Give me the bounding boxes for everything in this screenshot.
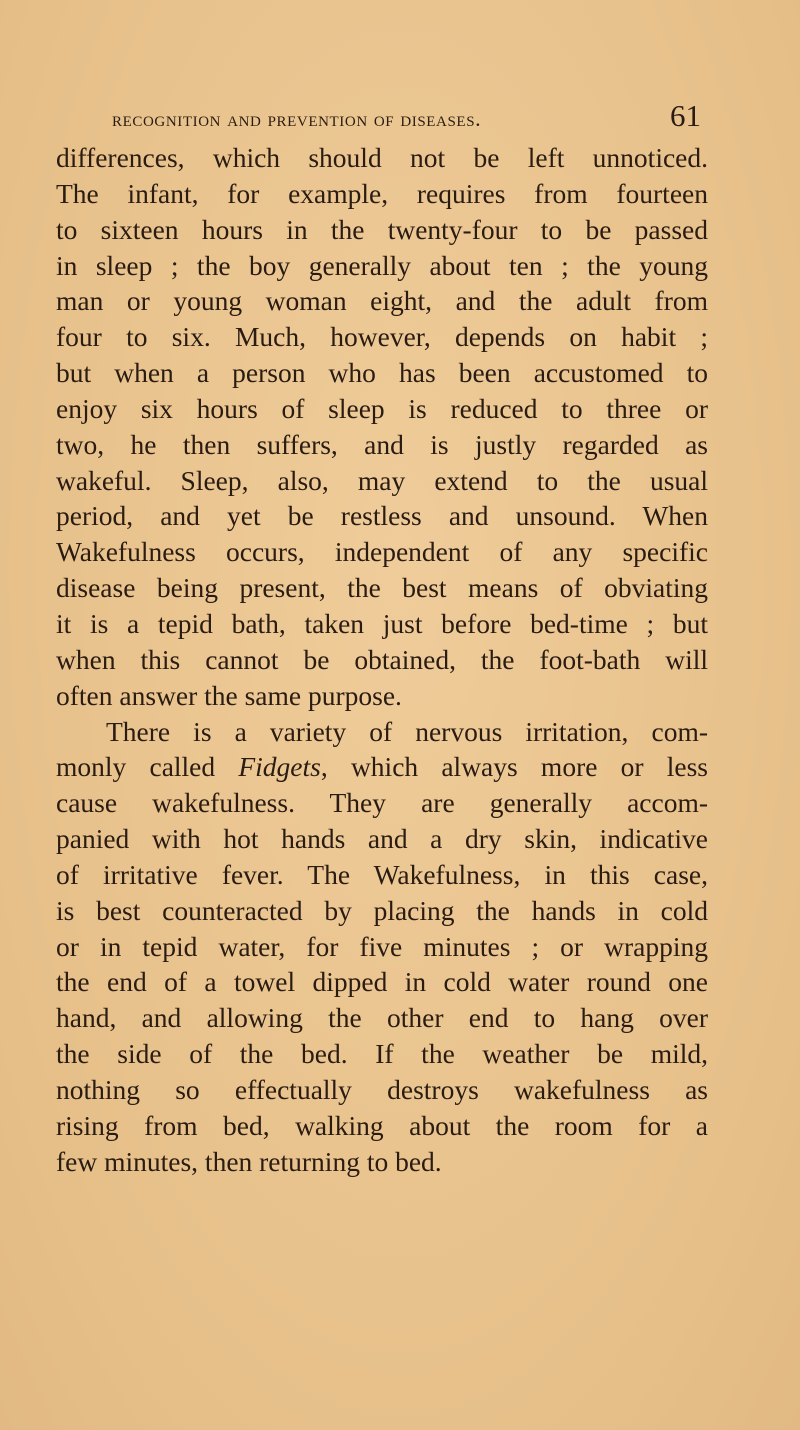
text-segment: monly called xyxy=(56,751,239,783)
text-line: the end of a towel dipped in cold water round one xyxy=(56,966,708,998)
text-line: nothing so effectually destroys wakefulness as xyxy=(56,1073,708,1105)
text-line: man or young woman eight, and the adult from xyxy=(56,285,708,317)
text-line: or in tepid water, for five minutes ; or wrapping xyxy=(56,930,708,962)
text-line: disease being present, the best means of obviating xyxy=(56,572,708,604)
text-line: The infant, for example, requires from fourteen xyxy=(56,177,708,209)
text-line: wakeful. Sleep, also, may extend to the usual xyxy=(56,464,708,496)
paragraph-start-line: There is a variety of nervous irritation, com- xyxy=(106,715,708,747)
text-line: rising from bed, walking about the room for a xyxy=(56,1109,708,1141)
running-title: recognition and prevention of diseases. xyxy=(112,106,482,131)
text-line: hand, and allowing the other end to hang over xyxy=(56,1002,708,1034)
text-line: often answer the same purpose. xyxy=(56,679,402,711)
italic-term: Fidgets xyxy=(238,751,321,783)
text-line: period, and yet be restless and unsound. When xyxy=(56,500,708,532)
text-line: the side of the bed. If the weather be mild, xyxy=(56,1038,708,1070)
text-line: it is a tepid bath, taken just before bed-time ; but xyxy=(56,607,708,639)
text-line: few minutes, then returning to bed. xyxy=(56,1145,442,1177)
text-line: Wakefulness occurs, independent of any specific xyxy=(56,536,708,568)
text-line: enjoy six hours of sleep is reduced to three or xyxy=(56,392,708,424)
text-line: but when a person who has been accustomed to xyxy=(56,357,708,389)
text-line: two, he then suffers, and is justly regarded as xyxy=(56,428,708,460)
text-line: when this cannot be obtained, the foot-bath will xyxy=(56,643,708,675)
text-line: differences, which should not be left unnoticed. xyxy=(56,142,708,173)
text-line-fidgets xyxy=(56,749,708,785)
text-line: four to six. Much, however, depends on habit ; xyxy=(56,321,708,353)
text-line: cause wakefulness. They are generally accom- xyxy=(56,787,708,819)
text-line: of irritative fever. The Wakefulness, in this case, xyxy=(56,858,708,890)
text-line: panied with hot hands and a dry skin, indicative xyxy=(56,823,708,855)
text-segment: , which always more or less xyxy=(320,751,709,783)
text-line: in sleep ; the boy generally about ten ; the young xyxy=(56,249,708,281)
text-line: to sixteen hours in the twenty-four to be passed xyxy=(56,213,708,245)
page-number: 61 xyxy=(670,98,701,133)
text-line: is best counteracted by placing the hands in cold xyxy=(56,894,708,926)
page-header xyxy=(112,98,712,133)
body-text xyxy=(56,140,708,1179)
